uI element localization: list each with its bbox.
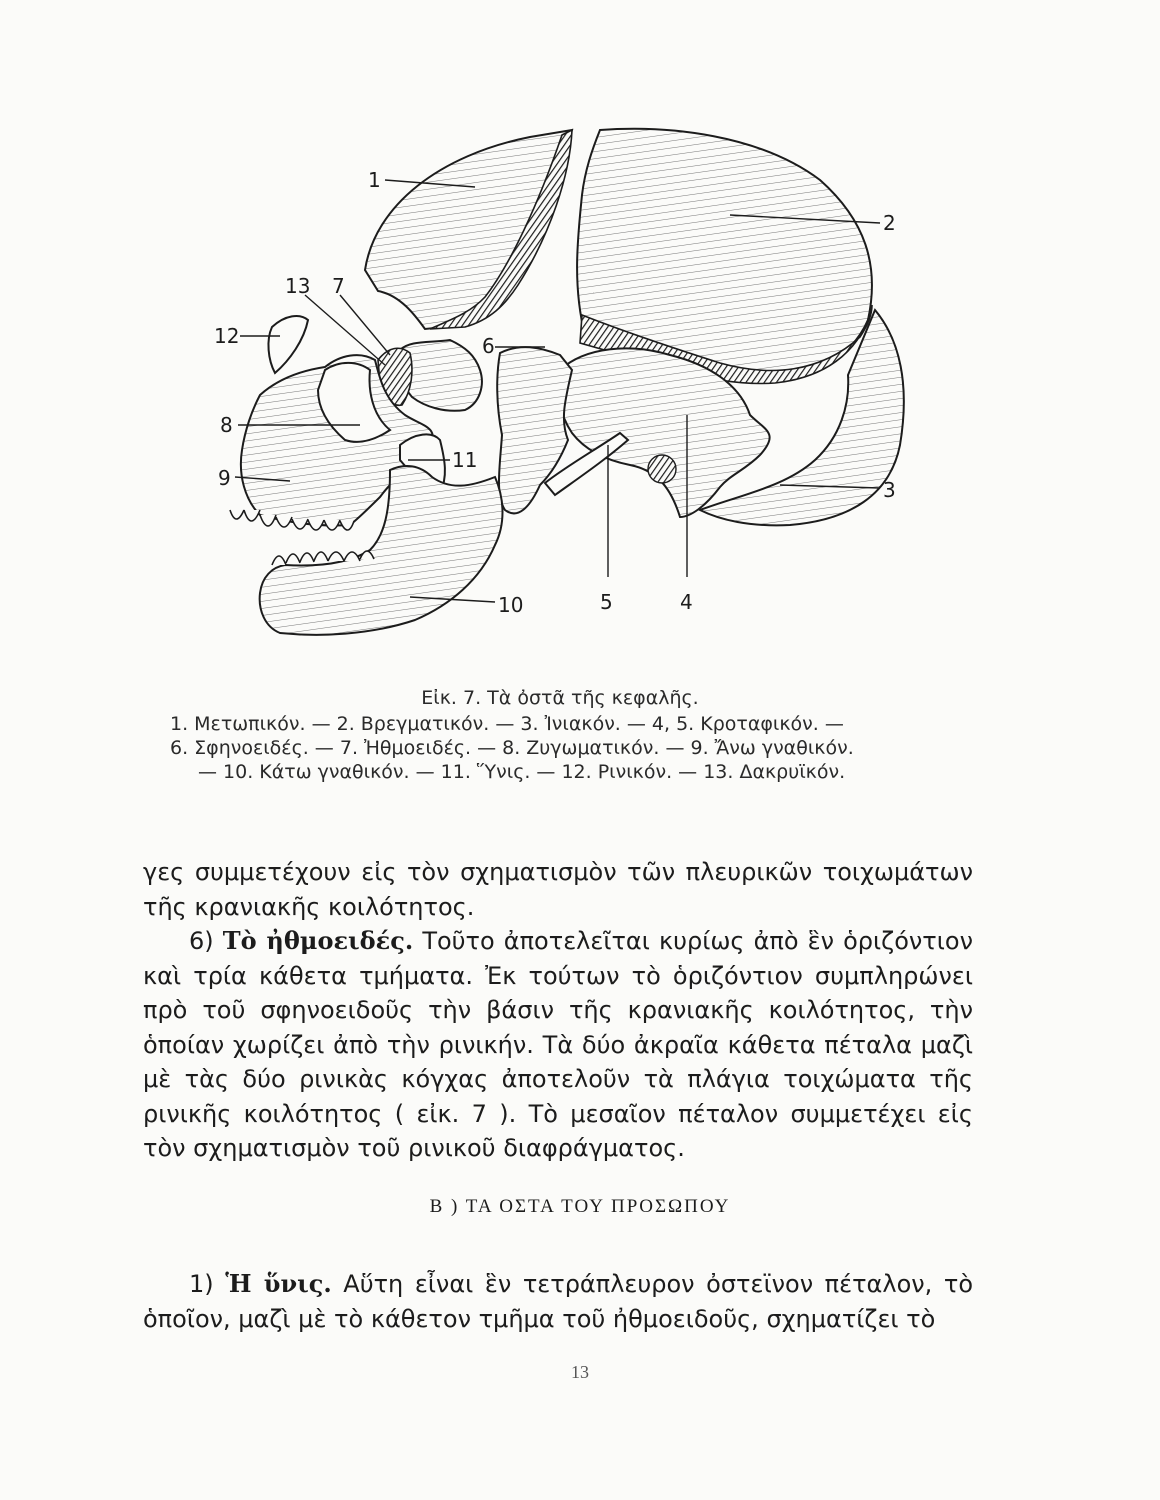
- figure-caption: [170, 686, 950, 784]
- label-12: 12: [214, 324, 240, 348]
- label-8: 8: [220, 413, 233, 437]
- nasal-bone: [268, 316, 308, 373]
- skull-illustration: [200, 115, 920, 660]
- paragraph-vomer: [143, 1267, 973, 1336]
- caption-title: Εἰκ. 7. Τὰ ὀστᾶ τῆς κεφαλῆς.: [421, 687, 699, 709]
- label-13: 13: [285, 274, 311, 298]
- paragraph-continuation: γες συμμετέχουν εἰς τὸν σχηματισμὸν τῶν πλευρικῶν τοιχωμάτων τῆς κρανιακῆς κοιλότητος.: [143, 858, 973, 921]
- label-1: 1: [368, 168, 381, 192]
- label-7: 7: [332, 274, 345, 298]
- label-2: 2: [883, 211, 896, 235]
- caption-legend-line-3: — 10. Κάτω γναθικόν. — 11. Ὕνις. — 12. Ρινικόν. — 13. Δακρυϊκόν.: [198, 761, 846, 783]
- label-6: 6: [482, 334, 495, 358]
- label-9: 9: [218, 466, 231, 490]
- page-number: 13: [571, 1362, 589, 1382]
- label-10: 10: [498, 593, 524, 617]
- paragraph-title: Ἡ ὕνις.: [225, 1269, 332, 1298]
- ear-opening: [648, 455, 676, 483]
- paragraph-number: 6): [189, 927, 214, 955]
- label-4: 4: [680, 590, 693, 614]
- body-text: [143, 855, 973, 1166]
- paragraph-text: Αὕτη εἶναι ἓν τετράπλευρον ὀστεϊνον πέταλον, τὸ ὁποῖον, μαζὶ μὲ τὸ κάθετον τμῆμα τοῦ ἠθμοειδοῦς, σχηματίζει τὸ: [143, 1270, 974, 1333]
- label-5: 5: [600, 590, 613, 614]
- paragraph-title: Τὸ ἠθμοειδές.: [222, 926, 414, 955]
- label-11: 11: [452, 448, 478, 472]
- paragraph-text: Τοῦτο ἀποτελεῖται κυρίως ἀπὸ ἓν ὁριζόντιον καὶ τρία κάθετα τμήματα. Ἐκ τούτων τὸ ὁριζόντιον συμπληρώνει πρὸ τοῦ σφηνοειδοῦς τὴν βάσιν τῆς κρανιακῆς κοιλότητος, τὴν ὁποίαν χωρίζει ἀπὸ τὴν ρινικήν. Τὰ δύο ἀκραῖα κάθετα πέταλα μαζὶ μὲ τὰς δύο ρινικὰς κόγχας ἀποτελοῦν τὰ πλάγια τοιχώματα τῆς ρινικῆς κοιλότητος ( εἰκ. 7 ). Τὸ μεσαῖον πέταλον συμμετέχει εἰς τὸν σχηματισμὸν τοῦ ρινικοῦ διαφράγματος.: [143, 927, 973, 1162]
- paragraph-number: 1): [189, 1270, 214, 1298]
- section-heading: Β ) ΤΑ ΟΣΤΑ ΤΟΥ ΠΡΟΣΩΠΟΥ: [429, 1196, 731, 1217]
- caption-legend-line-1: 1. Μετωπικόν. — 2. Βρεγματικόν. — 3. Ἰνιακόν. — 4, 5. Κροταφικόν. —: [170, 713, 844, 735]
- label-3: 3: [883, 478, 896, 502]
- paragraph-ethmoid: [143, 924, 973, 1166]
- skull-figure: [200, 115, 920, 660]
- caption-legend-line-2: 6. Σφηνοειδές. — 7. Ἠθμοειδές. — 8. Ζυγωματικόν. — 9. Ἄνω γναθικόν.: [170, 737, 854, 759]
- body-text-2: [143, 1267, 973, 1336]
